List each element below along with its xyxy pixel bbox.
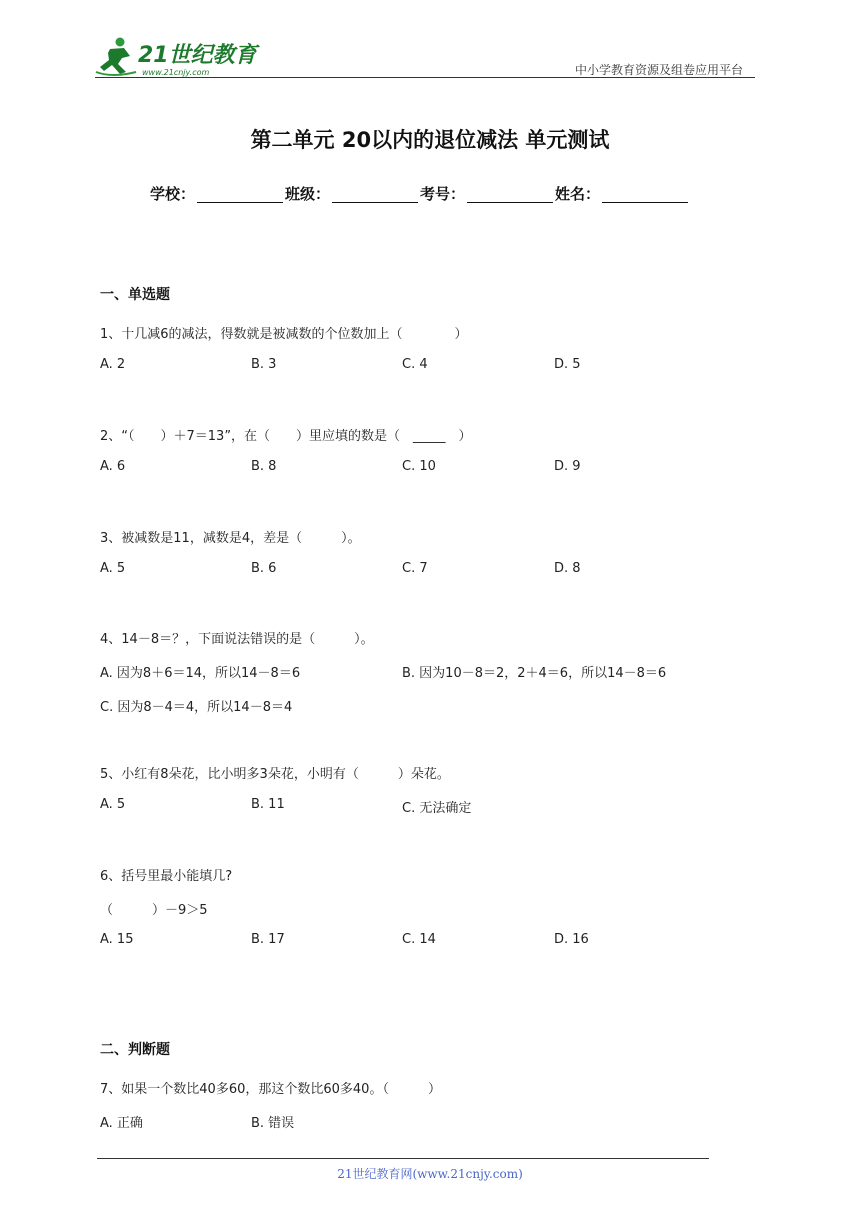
option[interactable]: C. 因为8－4＝4，所以14－8＝4 <box>100 700 293 715</box>
footer-divider <box>97 1158 709 1159</box>
name-label: 姓名： <box>555 185 601 203</box>
class-field[interactable] <box>332 186 418 203</box>
class-label: 班级： <box>285 185 331 203</box>
svg-text:21世纪教育: 21世纪教育 <box>138 43 257 68</box>
option[interactable]: D. 16 <box>554 932 589 947</box>
option[interactable]: C. 无法确定 <box>402 801 472 816</box>
option[interactable]: A. 5 <box>100 797 126 812</box>
option[interactable]: A. 因为8＋6＝14，所以14－8＝6 <box>100 666 301 681</box>
option[interactable]: A. 6 <box>100 459 126 474</box>
question-stem: 7、如果一个数比40多60，那这个数比60多40。（ ） <box>100 1082 441 1097</box>
option[interactable]: B. 6 <box>251 561 277 576</box>
page-title: 第二单元 20以内的退位减法 单元测试 <box>250 128 610 152</box>
number-label: 考号： <box>420 185 466 203</box>
question-stem: 4、14－8＝？，下面说法错误的是（ ）。 <box>100 632 374 647</box>
option[interactable]: D. 8 <box>554 561 581 576</box>
school-label: 学校： <box>150 185 196 203</box>
number-field[interactable] <box>467 186 553 203</box>
option[interactable]: A. 2 <box>100 357 126 372</box>
section-heading: 二、判断题 <box>100 1042 170 1058</box>
site-logo <box>92 34 262 78</box>
question-stem: 6、括号里最小能填几? <box>100 869 233 884</box>
question-stem: 2、“（ ）＋7＝13”，在（ ）里应填的数是（ _____ ） <box>100 429 472 444</box>
option[interactable]: C. 14 <box>402 932 436 947</box>
name-field[interactable] <box>602 186 688 203</box>
option[interactable]: A. 15 <box>100 932 134 947</box>
footer-link[interactable]: 21世纪教育网(www.21cnjy.com) <box>337 1167 523 1181</box>
question-expression: （ ）－9＞5 <box>100 903 208 918</box>
school-field[interactable] <box>197 186 283 203</box>
option[interactable]: A. 5 <box>100 561 126 576</box>
option[interactable]: D. 9 <box>554 459 581 474</box>
option[interactable]: B. 3 <box>251 357 277 372</box>
runner-icon <box>96 38 136 76</box>
option[interactable]: B. 8 <box>251 459 277 474</box>
question-stem: 5、小红有8朵花，比小明多3朵花，小明有（ ）朵花。 <box>100 767 450 782</box>
option[interactable]: D. 5 <box>554 357 581 372</box>
option[interactable]: B. 17 <box>251 932 285 947</box>
option[interactable]: C. 4 <box>402 357 428 372</box>
option[interactable]: A. 正确 <box>100 1116 143 1131</box>
section-heading: 一、单选题 <box>100 287 170 303</box>
option[interactable]: B. 11 <box>251 797 285 812</box>
option[interactable]: C. 10 <box>402 459 436 474</box>
question-stem: 1、十几减6的减法，得数就是被减数的个位数加上（ ） <box>100 327 468 342</box>
header-tagline: 中小学教育资源及组卷应用平台 <box>575 63 744 77</box>
option[interactable]: C. 7 <box>402 561 428 576</box>
question-stem: 3、被减数是11，减数是4，差是（ ）。 <box>100 531 361 546</box>
header-divider <box>95 77 755 78</box>
option[interactable]: B. 因为10－8＝2，2＋4＝6，所以14－8＝6 <box>402 666 667 681</box>
option[interactable]: B. 错误 <box>251 1116 295 1131</box>
svg-text:www.21cnjy.com: www.21cnjy.com <box>142 68 210 77</box>
student-info-line <box>150 183 690 204</box>
